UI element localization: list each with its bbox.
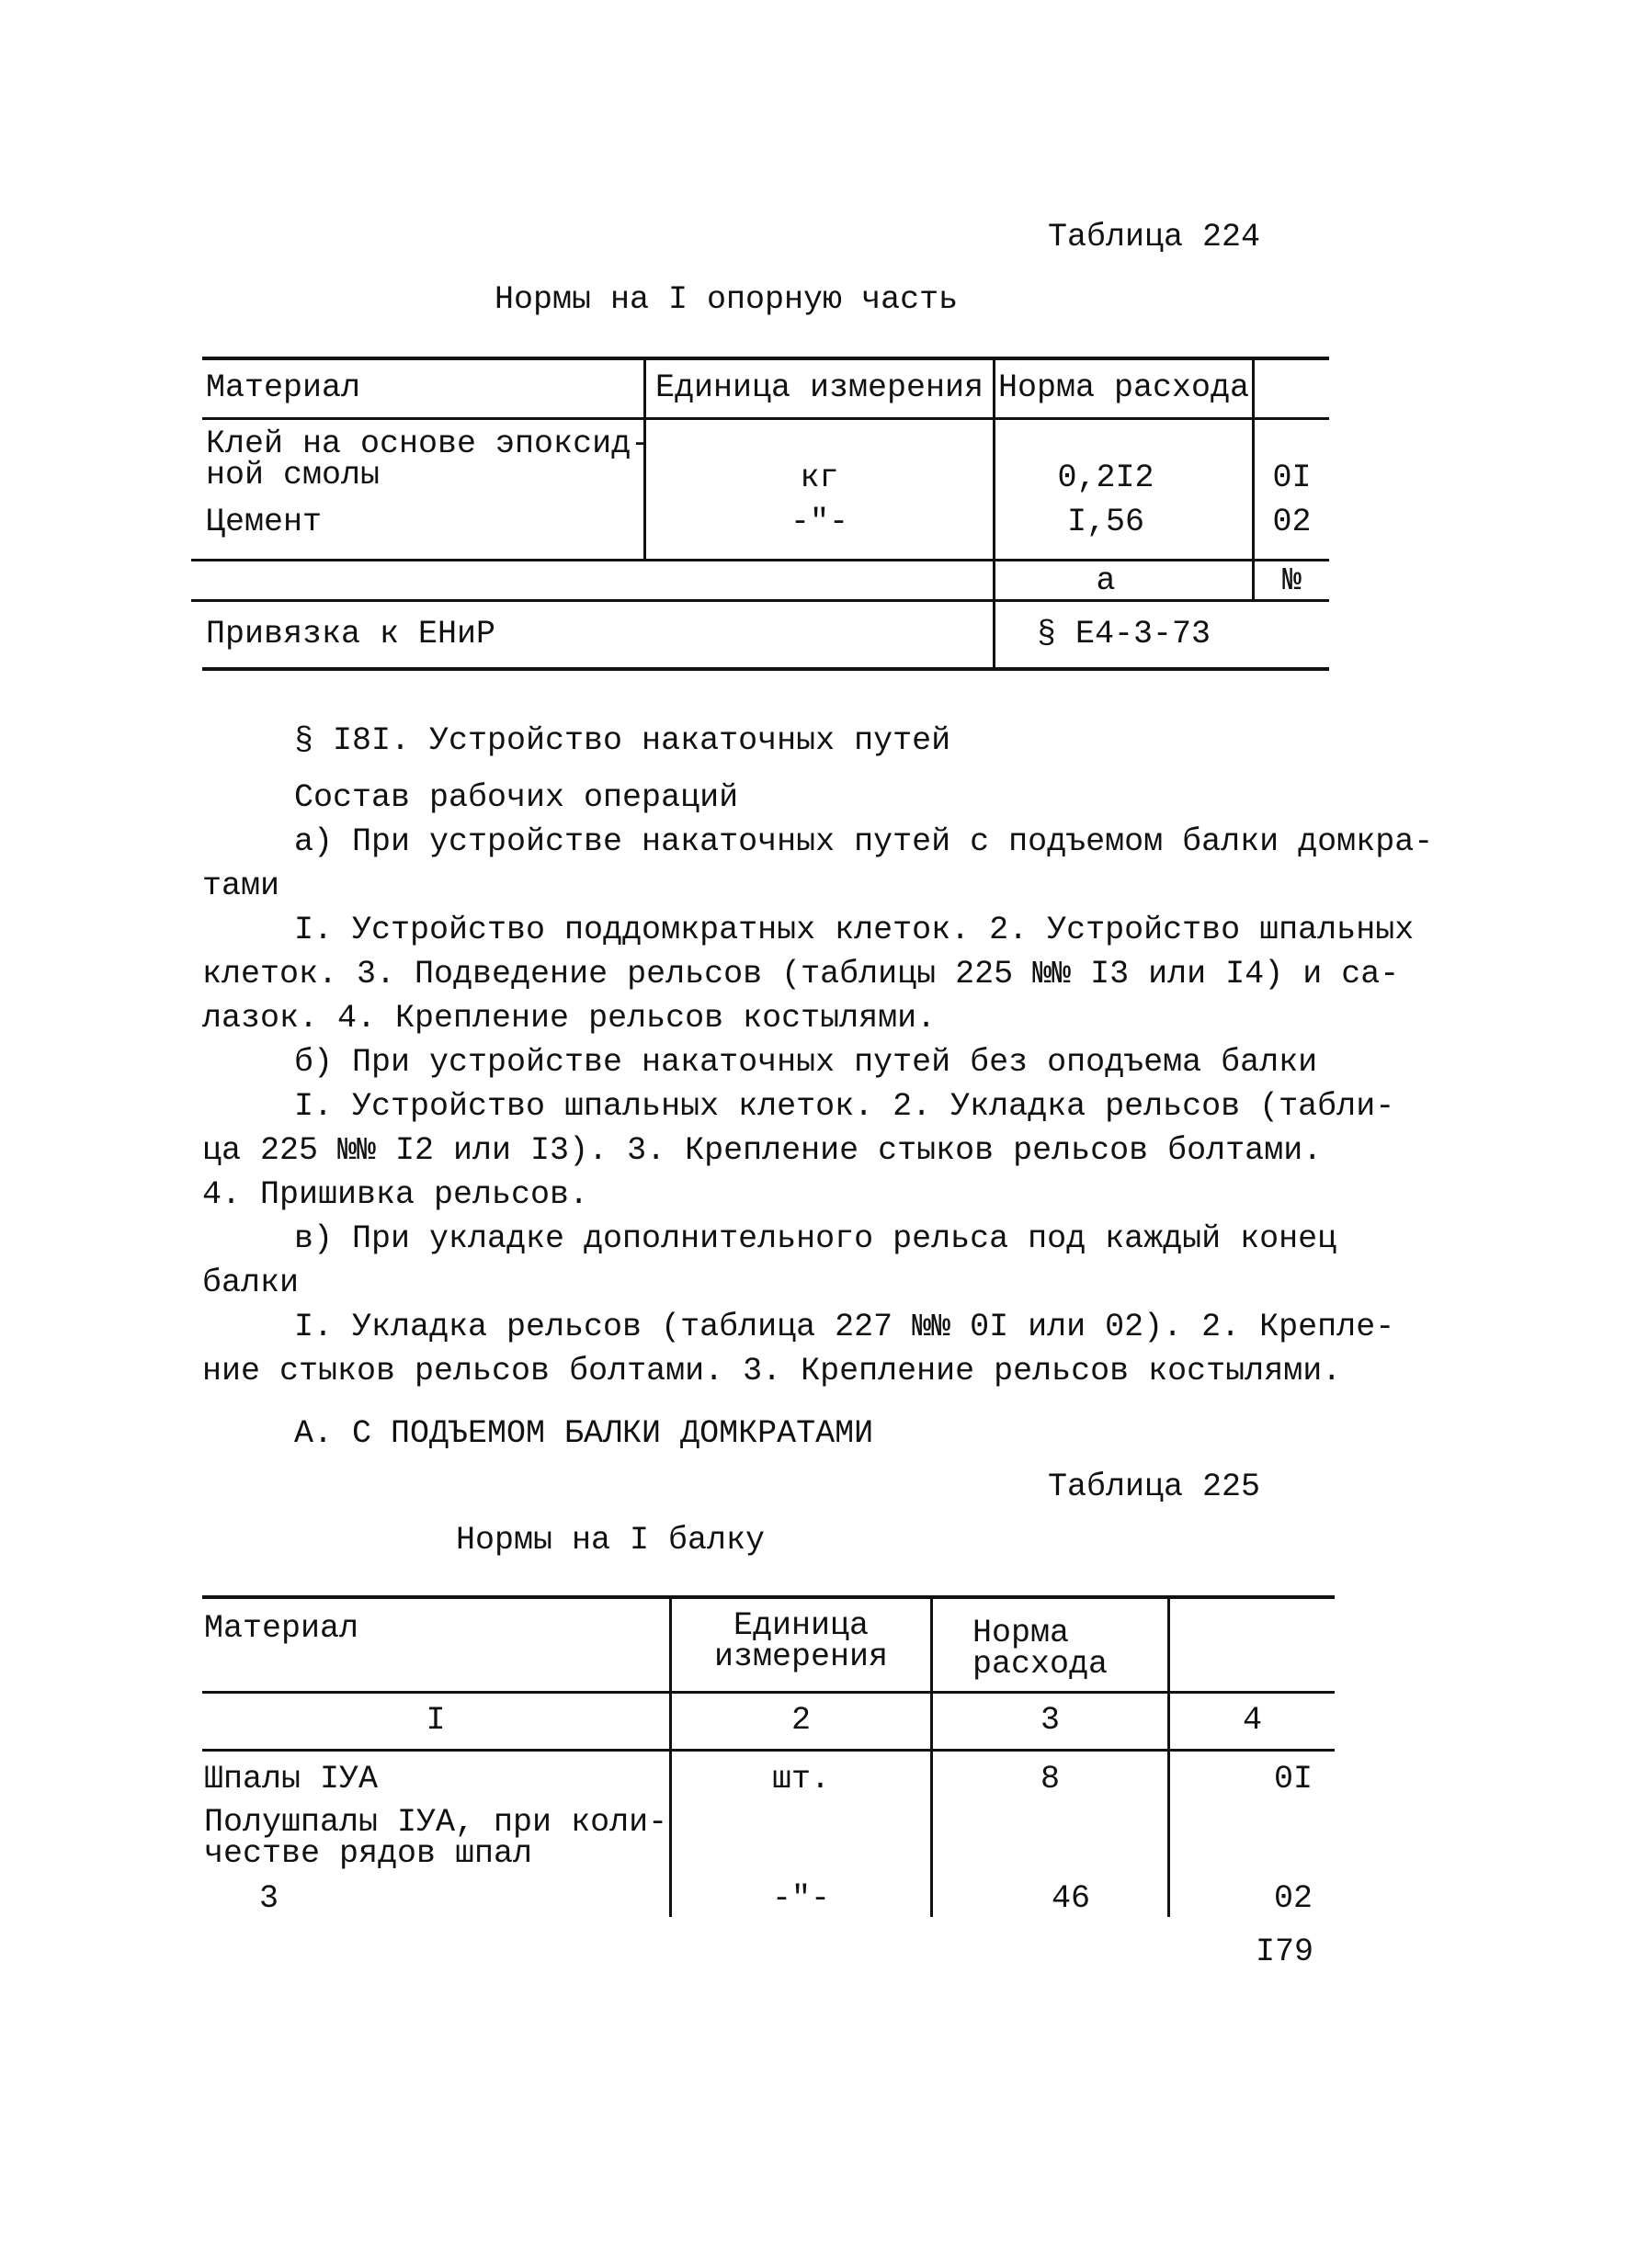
- reference-value: § Е4-3-73: [1036, 616, 1211, 652]
- table-224-label: Таблица 224: [1048, 219, 1261, 255]
- paragraph-line: б) При устройстве накаточных путей без оподъема балки: [294, 1044, 1318, 1081]
- code-cell: 02: [1272, 504, 1312, 540]
- reference-label: Привязка к ЕНиР: [206, 616, 496, 652]
- unit-cell: -"-: [790, 504, 848, 540]
- section-title: § I8I. Устройство накаточных путей: [294, 722, 951, 759]
- code-cell: 0I: [1272, 459, 1312, 496]
- operations-text: [202, 820, 1433, 1393]
- material-cell: Полушпалы IУА, при коли- честве рядов шпал: [204, 1804, 668, 1872]
- paragraph-line: в) При укладке дополнительного рельса под каждый конец: [294, 1220, 1337, 1257]
- number-symbol: №: [1281, 562, 1302, 599]
- unit-cell: кг: [800, 459, 839, 496]
- table-225-header-material: Материал: [204, 1610, 359, 1647]
- paragraph-line: а) При устройстве накаточных путей с подъемом балки домкра-: [294, 823, 1434, 860]
- material-cell: Шпалы IУА: [204, 1761, 379, 1797]
- material-cell: Цемент: [206, 504, 323, 540]
- paragraph-line: I. Устройство шпальных клеток. 2. Укладка рельсов (табли-: [294, 1088, 1395, 1125]
- code-cell: 02: [1274, 1880, 1313, 1917]
- material-cell: 3: [259, 1880, 279, 1917]
- table-224-header-norm: Норма расхода: [997, 369, 1250, 406]
- paragraph-line: ние стыков рельсов болтами. 3. Крепление рельсов костылями.: [202, 1353, 1342, 1389]
- table-225-caption: Нормы на I балку: [456, 1522, 766, 1559]
- column-number: 4: [1242, 1702, 1262, 1739]
- subheading-a: А. С ПОДЪЕМОМ БАЛКИ ДОМКРАТАМИ: [294, 1415, 874, 1452]
- paragraph-line: I. Устройство поддомкратных клеток. 2. Устройство шпальных: [294, 912, 1415, 948]
- norm-cell: 0,2I2: [1057, 459, 1154, 496]
- column-number: I: [426, 1702, 446, 1739]
- norm-cell: 8: [1040, 1761, 1060, 1797]
- section-subtitle: Состав рабочих операций: [294, 779, 739, 816]
- norm-cell: I,56: [1066, 504, 1144, 540]
- table-225-label: Таблица 225: [1048, 1469, 1261, 1505]
- paragraph-line: лазок. 4. Крепление рельсов костылями.: [202, 1000, 937, 1037]
- paragraph-line: балки: [202, 1264, 300, 1301]
- table-225-header-norm: Норма расхода: [972, 1615, 1109, 1683]
- column-letter: а: [1096, 562, 1116, 599]
- table-224-header-unit: Единица измерения: [654, 369, 984, 406]
- unit-cell: -"-: [771, 1880, 830, 1917]
- column-number: 3: [1040, 1702, 1060, 1739]
- code-cell: 0I: [1274, 1761, 1313, 1797]
- table-224-header-material: Материал: [206, 369, 361, 406]
- paragraph-line: клеток. 3. Подведение рельсов (таблицы 225 №№ I3 или I4) и са-: [202, 956, 1400, 992]
- paragraph-line: 4. Пришивка рельсов.: [202, 1176, 589, 1213]
- column-number: 2: [790, 1702, 811, 1739]
- paragraph-line: ца 225 №№ I2 или I3). 3. Крепление стыков рельсов болтами.: [202, 1132, 1323, 1169]
- table-225-header-unit: Единица измерения: [713, 1607, 889, 1675]
- unit-cell: шт.: [771, 1761, 830, 1797]
- page-number: I79: [1256, 1933, 1314, 1970]
- norm-cell: 46: [1051, 1880, 1090, 1917]
- table-224-caption: Нормы на I опорную часть: [495, 281, 959, 318]
- paragraph-line: тами: [202, 868, 280, 904]
- paragraph-line: I. Укладка рельсов (таблица 227 №№ 0I или 02). 2. Крепле-: [294, 1309, 1395, 1345]
- material-cell: Клей на основе эпоксид- ной смолы: [206, 425, 651, 493]
